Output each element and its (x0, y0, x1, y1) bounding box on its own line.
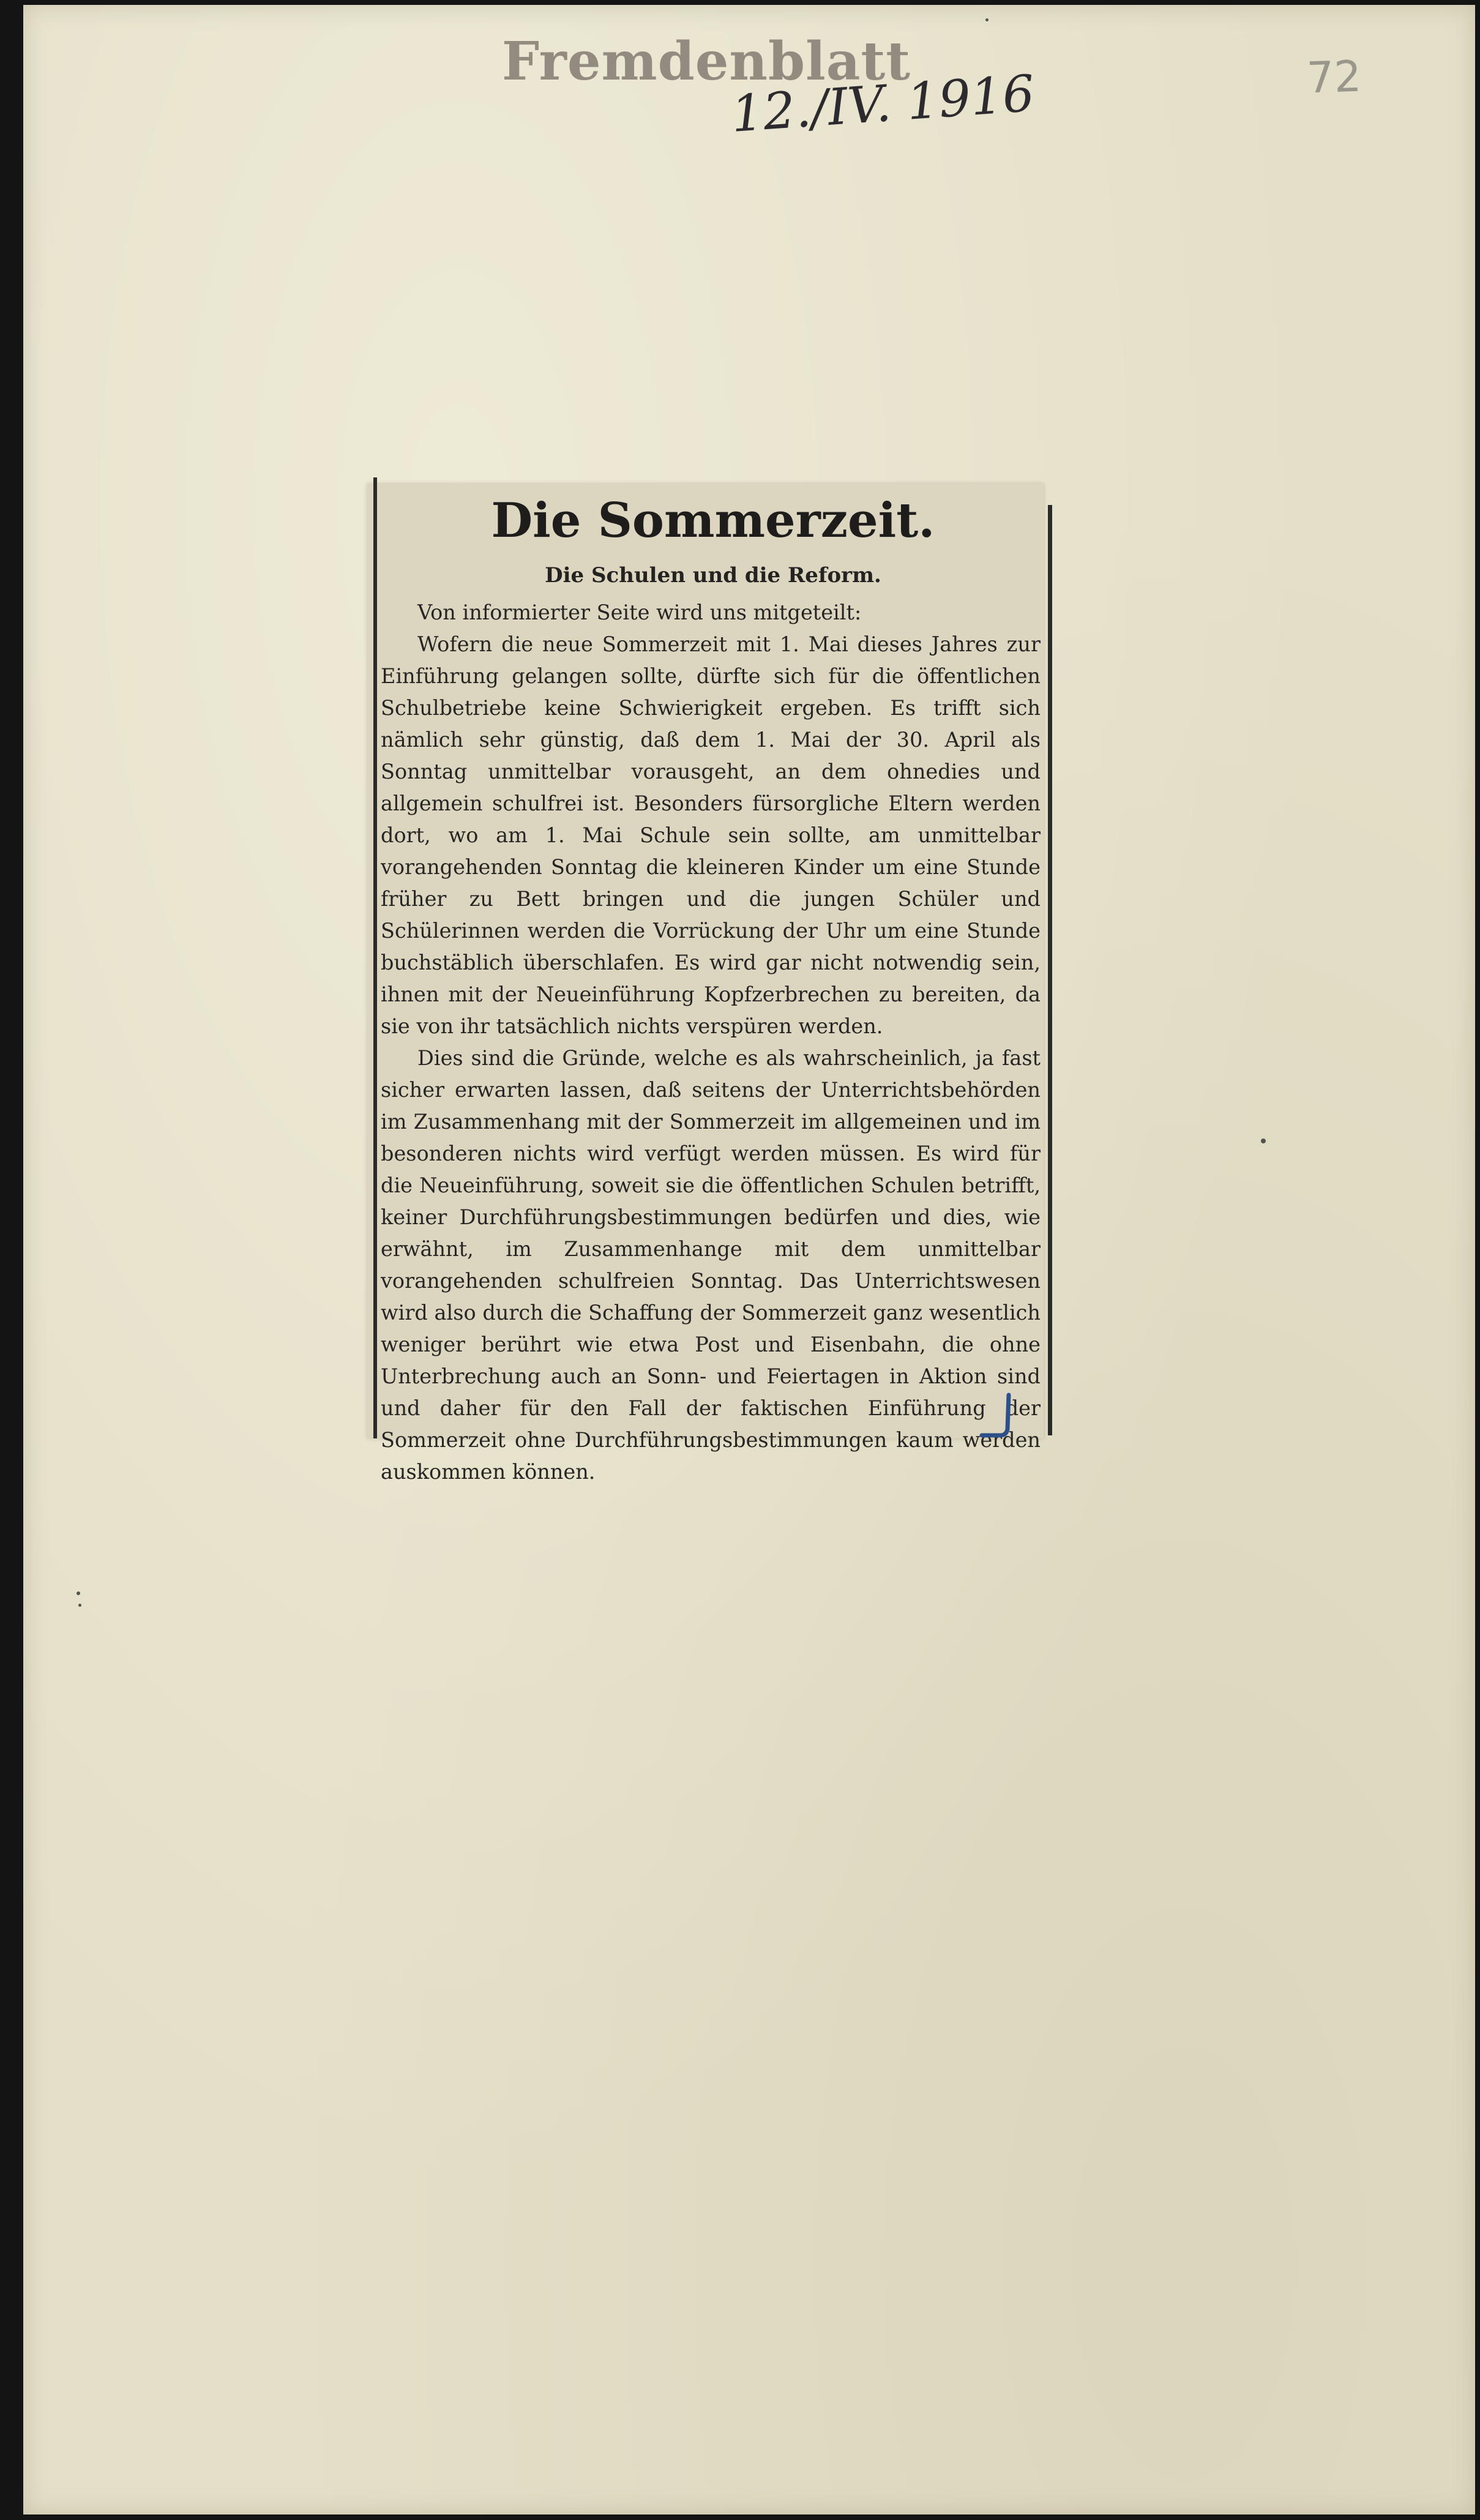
clipping-column-rule-left (373, 477, 377, 1438)
article-subheadline: Die Schulen und die Reform. (545, 563, 881, 588)
blue-pencil-closing-mark (978, 1393, 1021, 1441)
article-paragraph-1: Wofern die neue Sommerzeit mit 1. Mai dieses Jahres zur Einführung gelangen sollte, dürfte sich für die öffentlichen Schulbetriebe keine Schwierigkeit ergeben. Es trifft sich nämlich sehr günstig, daß dem 1. Mai der 30. April als Sonntag unmittelbar vorausgeht, an dem ohnedies und allgemein schulfrei ist. Besonders fürsorgliche Eltern werden dort, wo am 1. Mai Schule sein sollte, am unmittelbar vorangehenden Sonntag die kleineren Kinder um eine Stunde früher zu Bett bringen und die jungen Schüler und Schülerinnen werden die Vorrückung der Uhr um eine Stunde buchstäblich überschlafen. Es wird gar nicht notwendig sein, ihnen mit der Neueinführung Kopfzerbrechen zu bereiten, da sie von ihr tatsächlich nichts verspüren werden. (381, 632, 1041, 1038)
clipping-column-rule-right (1048, 505, 1052, 1435)
newspaper-source-stamp: Fremdenblatt (502, 31, 911, 92)
paper-speck (1261, 1138, 1266, 1143)
paper-speck (78, 1604, 81, 1607)
paper-speck (77, 1591, 80, 1595)
article-body (381, 597, 1041, 1488)
paper-speck (985, 18, 989, 21)
handwritten-date: 12./IV. 1916 (729, 64, 1037, 144)
article-headline: Die Sommerzeit. (491, 493, 935, 548)
folio-number: 72 (1306, 51, 1362, 103)
article-paragraph-2: Dies sind die Gründe, welche es als wahrscheinlich, ja fast sicher erwarten lassen, daß seitens der Unterrichtsbehörden im Zusammenhang mit der Sommerzeit im allgemeinen und im besonderen nichts wird verfügt werden müssen. Es wird für die Neueinführung, soweit sie die öffentlichen Schulen betrifft, keiner Durchführungsbestimmungen bedürfen und dies, wie erwähnt, im Zusammenhange mit dem unmittelbar vorangehenden schulfreien Sonntag. Das Unterrichtswesen wird also durch die Schaffung der Sommerzeit ganz wesentlich weniger berührt wie etwa Post und Eisenbahn, die ohne Unterbrechung auch an Sonn- und Feiertagen in Aktion sind und daher für den Fall der faktischen Einführung der Sommerzeit ohne Durchführungsbestimmungen kaum werden auskommen können. (381, 1046, 1041, 1484)
article-paragraph-intro: Von informierter Seite wird uns mitgeteilt: (417, 600, 862, 624)
